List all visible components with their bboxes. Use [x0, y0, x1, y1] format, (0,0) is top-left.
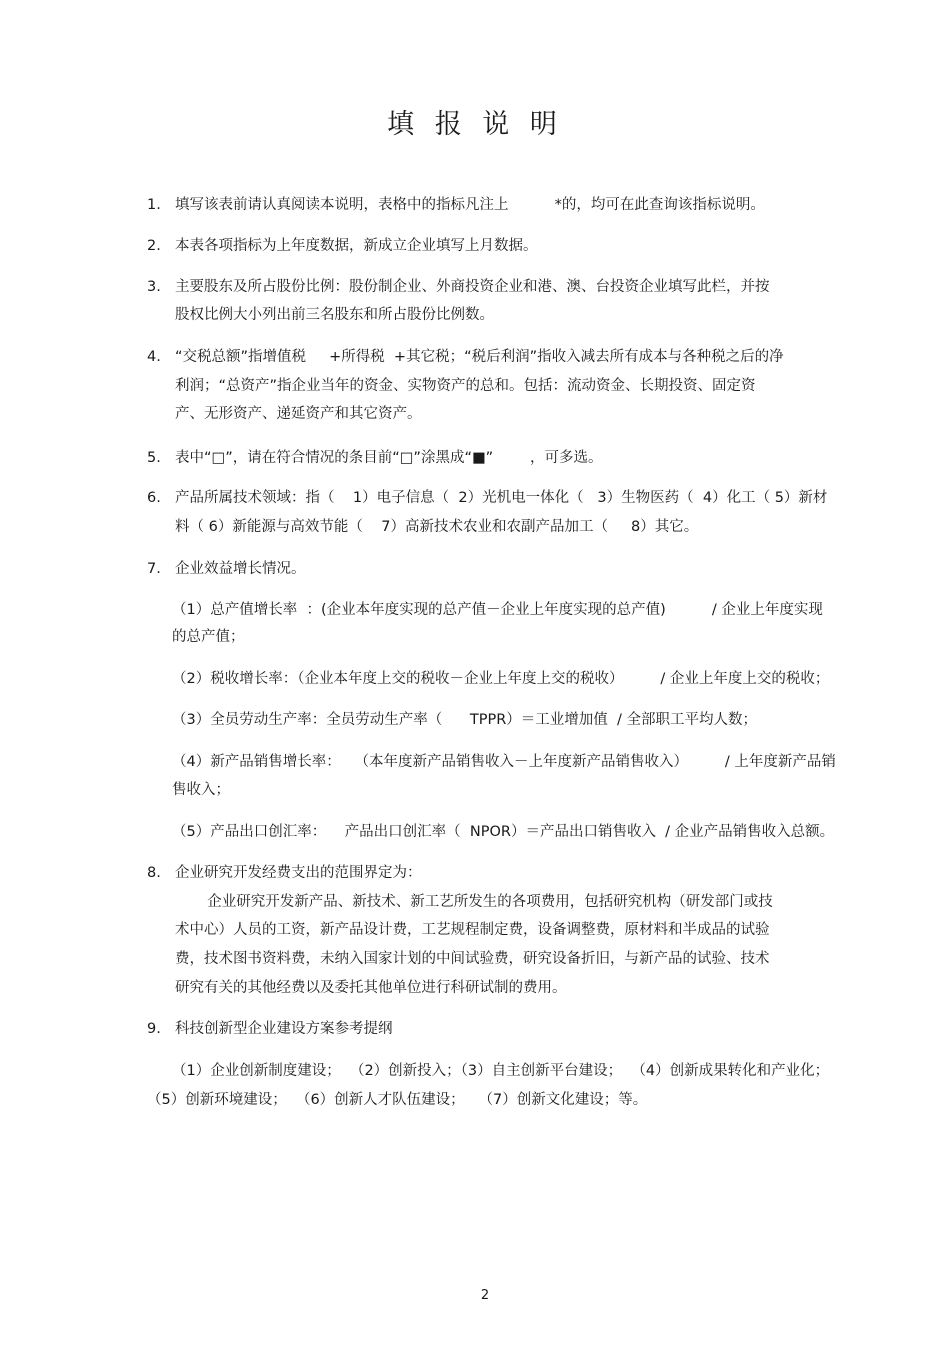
growth-item-4-cont: 售收入；: [172, 782, 230, 798]
item-text: 表中“□”，请在符合情况的条目前“□”涂黑成“■” ，可多选。: [175, 450, 603, 466]
item-number: 1.: [147, 197, 161, 213]
item-number: 8.: [147, 865, 161, 881]
item-text: “交税总额”指增值税 +所得税 +其它税；“税后利润”指收入减去所有成本与各种税之后的净: [175, 349, 784, 365]
item-text: 主要股东及所占股份比例：股份制企业、外商投资企业和港、澳、台投资企业填写此栏，并按: [175, 279, 770, 295]
page-number: 2: [480, 1288, 490, 1303]
item-text: 产品所属技术领域：指（ 1）电子信息（ 2）光机电一体化（ 3）生物医药（ 4）化工（ 5）新材: [175, 490, 828, 506]
item-text: 本表各项指标为上年度数据，新成立企业填写上月数据。: [175, 238, 538, 254]
item-text: 利润；“总资产”指企业当年的资金、实物资产的总和。包括：流动资金、长期投资、固定资: [175, 378, 756, 394]
item-number: 5.: [147, 450, 161, 466]
item-text: 股权比例大小列出前三名股东和所占股份比例数。: [175, 307, 494, 323]
rd-scope-line: 术中心）人员的工资，新产品设计费，工艺规程制定费，设备调整费，原材料和半成品的试验: [175, 922, 770, 938]
growth-item-3: （3）全员劳动生产率：全员劳动生产率（ TPPR）＝工业增加值 / 全部职工平均人数；: [172, 712, 758, 728]
page-title: 填 报 说 明: [387, 109, 563, 140]
growth-item-1-cont: 的总产值；: [172, 629, 245, 645]
list-item: [147, 489, 827, 507]
list-item: [147, 560, 306, 578]
rd-scope-line: 企业研究开发新产品、新技术、新工艺所发生的各项费用，包括研究机构（研发部门或技: [175, 894, 773, 910]
item-number: 6.: [147, 490, 161, 506]
outline-line: （5）创新环境建设； （6）创新人才队伍建设； （7）创新文化建设；等。: [147, 1092, 648, 1108]
rd-scope-line: 研究有关的其他经费以及委托其他单位进行科研试制的费用。: [175, 980, 567, 996]
list-item: [147, 1020, 393, 1038]
growth-item-1: （1）总产值增长率 ：(企业本年度实现的总产值－企业上年度实现的总产值) / 企业上年度实现: [172, 602, 823, 618]
item-number: 3.: [147, 279, 161, 295]
list-item: [147, 237, 538, 255]
item-number: 7.: [147, 561, 161, 577]
item-text: 企业研究开发经费支出的范围界定为：: [175, 865, 422, 881]
item-text: 产、无形资产、递延资产和其它资产。: [175, 406, 422, 422]
rd-scope-line: 费，技术图书资料费，未纳入国家计划的中间试验费，研究设备折旧，与新产品的试验、技术: [175, 951, 770, 967]
list-item: [147, 196, 765, 214]
growth-item-4: （4）新产品销售增长率： （本年度新产品销售收入－上年度新产品销售收入） / 上年度新产品销: [172, 754, 836, 770]
list-item: [147, 449, 603, 467]
item-text: 企业效益增长情况。: [175, 561, 306, 577]
outline-line: （1）企业创新制度建设； （2）创新投入；（3）自主创新平台建设； （4）创新成果转化和产业化；: [172, 1063, 830, 1079]
item-text: 科技创新型企业建设方案参考提纲: [175, 1021, 393, 1037]
growth-item-2: （2）税收增长率：（企业本年度上交的税收－企业上年度上交的税收） / 企业上年度上交的税收；: [172, 671, 830, 687]
growth-item-5: （5）产品出口创汇率： 产品出口创汇率（ NPOR）＝产品出口销售收入 / 企业产品销售收入总额。: [172, 824, 835, 840]
list-item: [147, 278, 770, 296]
list-item: [147, 348, 784, 366]
item-text: 料（ 6）新能源与高效节能（ 7）高新技术农业和农副产品加工（ 8）其它。: [175, 519, 699, 535]
item-text: 填写该表前请认真阅读本说明，表格中的指标凡注上 *的，均可在此查询该指标说明。: [175, 197, 765, 213]
item-number: 4.: [147, 349, 161, 365]
item-number: 2.: [147, 238, 161, 254]
item-number: 9.: [147, 1021, 161, 1037]
list-item: [147, 864, 422, 882]
